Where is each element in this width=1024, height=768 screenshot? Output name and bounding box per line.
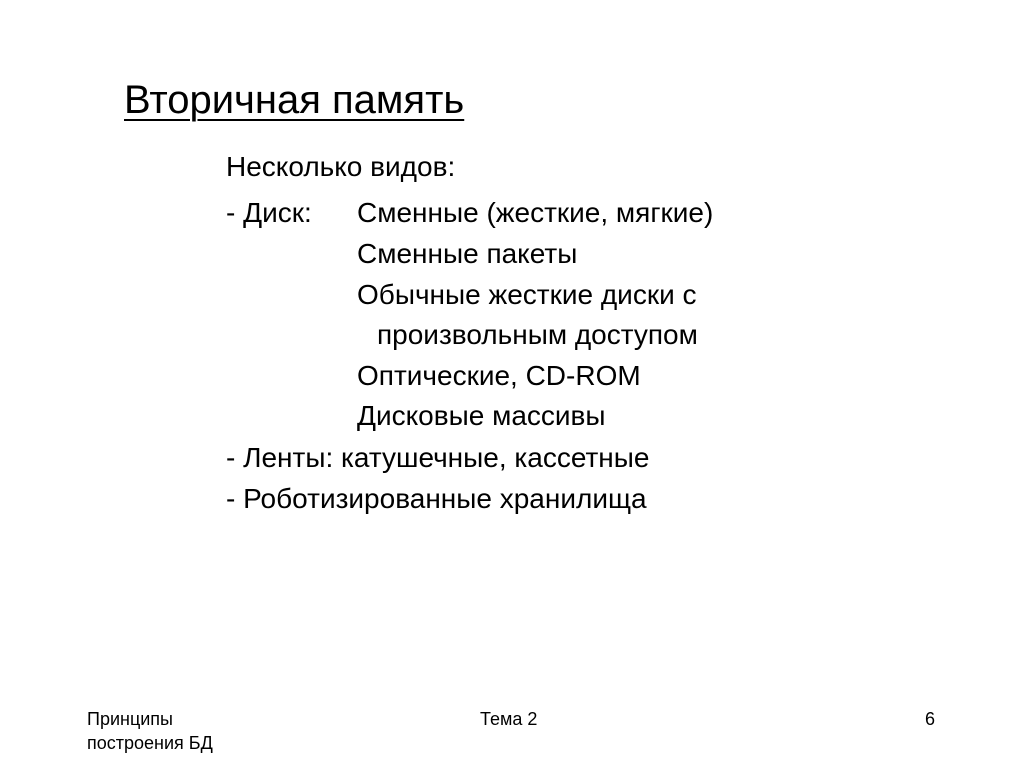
disk-item-hard-disks-cont: произвольным доступом (377, 319, 698, 350)
disk-item-packs: Сменные пакеты (357, 238, 578, 269)
robotic-line: - Роботизированные хранилища (226, 483, 647, 514)
footer-topic: Тема 2 (480, 709, 538, 729)
intro-line: Несколько видов: (226, 151, 456, 182)
footer-page-number: 6 (925, 709, 936, 729)
disk-item-optical: Оптические, CD-ROM (357, 360, 641, 391)
footer-course-line1: Принципы (87, 709, 173, 729)
disk-item-removable: Сменные (жесткие, мягкие) (357, 197, 714, 228)
disk-item-arrays: Дисковые массивы (357, 400, 606, 431)
slide-title: Вторичная память (124, 78, 465, 122)
footer-course-line2: построения БД (87, 733, 213, 753)
disk-item-hard-disks: Обычные жесткие диски с (357, 279, 697, 310)
disk-prefix: - Диск: (226, 197, 312, 228)
tapes-line: - Ленты: катушечные, кассетные (226, 442, 650, 473)
